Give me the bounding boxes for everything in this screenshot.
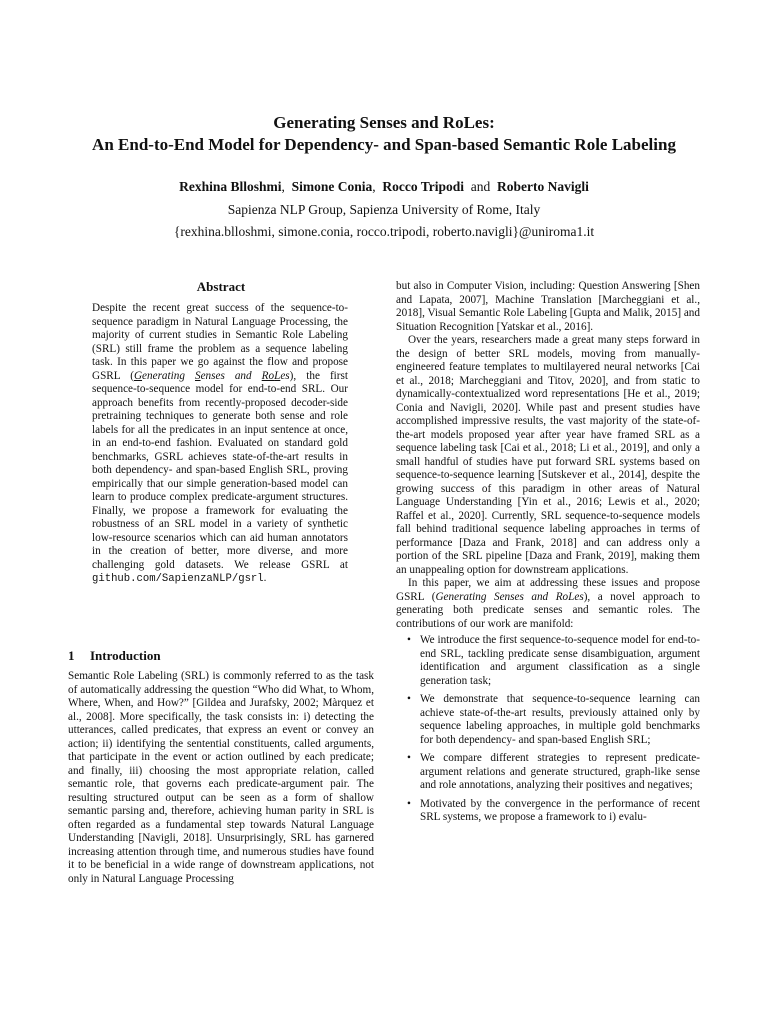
section-number: 1 <box>68 648 75 663</box>
acronym-senses: enses and <box>200 369 262 382</box>
abstract-end: . <box>263 572 267 584</box>
author-4: Roberto Navigli <box>497 179 589 194</box>
acronym-s: S <box>194 369 201 382</box>
right-paragraph-3 <box>396 577 700 631</box>
list-item: • We introduce the first sequence-to-sequence model for end-to-end SRL, tackling predicate sense disambiguation, argument identification and argument classification as a single generation task; <box>420 634 700 688</box>
section-heading-introduction <box>68 648 161 664</box>
list-item: • Motivated by the convergence in the performance of recent SRL systems, we propose a framework to i) evalu- <box>420 798 700 825</box>
abstract-part-a: Despite the recent great success of the sequence-to-sequence paradigm in Natural Language Processing, the majority of current studies in Semantic Role Labeling (SRL) still frame the problem as a sequence labeling task. In this paper we go against the flow and propose GSRL ( <box>92 302 348 382</box>
acronym-expansion <box>134 370 290 382</box>
abstract-heading: Abstract <box>196 279 246 294</box>
author-list: Rexhina Blloshmi, Simone Conia, Rocco Tripodi and Roberto Navigli <box>179 179 589 194</box>
acronym-l: L <box>274 369 281 382</box>
section-title: Introduction <box>90 648 161 663</box>
title-line-2: An End-to-End Model for Dependency- and Span-based Semantic Role Labeling <box>92 135 676 154</box>
acronym-g: G <box>133 369 143 382</box>
author-conj: and <box>470 179 491 194</box>
author-1: Rexhina Blloshmi <box>179 179 282 194</box>
paper-title <box>40 112 728 156</box>
acronym-ro: Ro <box>261 369 275 382</box>
list-item: • We compare different strategies to represent predicate-argument relations and generate structured, graph-like sense and role annotations, analyzing their positives and negatives; <box>420 752 700 793</box>
abstract-text <box>92 302 348 587</box>
p3-part-b: ), a novel approach to generating both predicate senses and semantic roles. The contributions of our work are manifold: <box>396 590 700 630</box>
email-line: {rexhina.blloshmi, simone.conia, rocco.tripodi, roberto.navigli}@uniroma1.it <box>173 224 595 239</box>
abstract-part-b: ), the first sequence-to-sequence model for end-to-end SRL. Our approach benefits from recently-proposed decoder-side pretraining techniques to generate both sense and role labels for all the predicates in an input sentence at once, in an end-to-end fashion. Evaluated on standard gold benchmarks, GSRL achieves state-of-the-art results in both dependency- and span-based English SRL, proving empirically that our simple generation-based model can learn to produce complex predicate-argument structures. Finally, we propose a framework for evaluating the robustness of an SRL model in a variety of synthetic low-resource scenarios which can aid human annotators in the creation of better, more diverse, and more challenging gold datasets. We release GSRL at <box>92 369 348 571</box>
list-item: • We demonstrate that sequence-to-sequence learning can achieve state-of-the-art results, previously attained only by sequence labeling approaches, in multiple gold benchmarks for both dependency- and span-based English SRL; <box>420 693 700 747</box>
affiliation: Sapienza NLP Group, Sapienza University of Rome, Italy <box>227 202 541 217</box>
author-2: Simone Conia <box>291 179 373 194</box>
contributions-list <box>396 634 700 825</box>
right-column <box>396 280 700 830</box>
repo-link[interactable]: github.com/SapienzaNLP/gsrl <box>92 573 264 585</box>
p3-acronym: Generating Senses and RoLes <box>435 590 584 603</box>
title-line-1: Generating Senses and RoLes: <box>273 113 495 132</box>
right-paragraph-2: Over the years, researchers made a great many steps forward in the design of better SRL models, moving from manually-engineered feature templates to multilayered neural networks [Cai et al., 2018; Marcheggiani and Titov, 2020], and from static to dynamically-contextualized word representations [He et al., 2019; Conia and Navigli, 2020]. While past and present studies have accomplished impressive results, the vast majority of the state-of-the-art models proposed year after year have framed SRL as a sequence labeling task [Cai et al., 2018; Li et al., 2019], and only a small handful of studies have put forward SRL systems based on sequence-to-sequence learning [Sutskever et al., 2014], despite the growing success of this paradigm in other areas of Natural Language Understanding [Yin et al., 2016; Lewis et al., 2020; Raffel et al., 2020]. Currently, SRL sequence-to-sequence models fall behind traditional sequence labeling approaches in terms of performance [Daza and Frank, 2018] and can address only a portion of the SRL pipeline [Daza and Frank, 2019], making them an unappealing option for downstream applications. <box>396 334 700 576</box>
author-3: Rocco Tripodi <box>382 179 465 194</box>
p3-part-a: In this paper, we aim at addressing these issues and propose GSRL ( <box>396 577 700 603</box>
intro-paragraph: Semantic Role Labeling (SRL) is commonly referred to as the task of automatically addressing the question “Who did What, to Whom, Where, When, and How?” [Gildea and Jurafsky, 2002; Màrquez et al., 2008]. More specifically, the task consists in: i) detecting the utterances, called predicates, that express an event or convey an action; ii) identifying the sentential constituents, called arguments, that participate in the event or action outlined by each predicate; and finally, iii) choosing the most appropriate relation, called semantic role, that governs each predicate-argument pair. The resulting structured output can be seen as a form of shallow semantic parsing and, therefore, achieving human parity in SRL is often regarded as a fundamental step towards Natural Language Understanding [Navigli, 2018]. Unsurprisingly, SRL has garnered increasing attention through time, and numerous studies have found it to be beneficial in a wide range of downstream applications, not only in Natural Language Processing <box>68 670 374 885</box>
right-paragraph-1: but also in Computer Vision, including: Question Answering [Shen and Lapata, 2007], Machine Translation [Marcheggiani et al., 2018], Visual Semantic Role Labeling [Gupta and Malik, 2015] and Situation Recognition [Yatskar et al., 2016]. <box>396 280 700 333</box>
acronym-generating: enerating <box>142 369 195 382</box>
acronym-es: es <box>280 369 290 382</box>
